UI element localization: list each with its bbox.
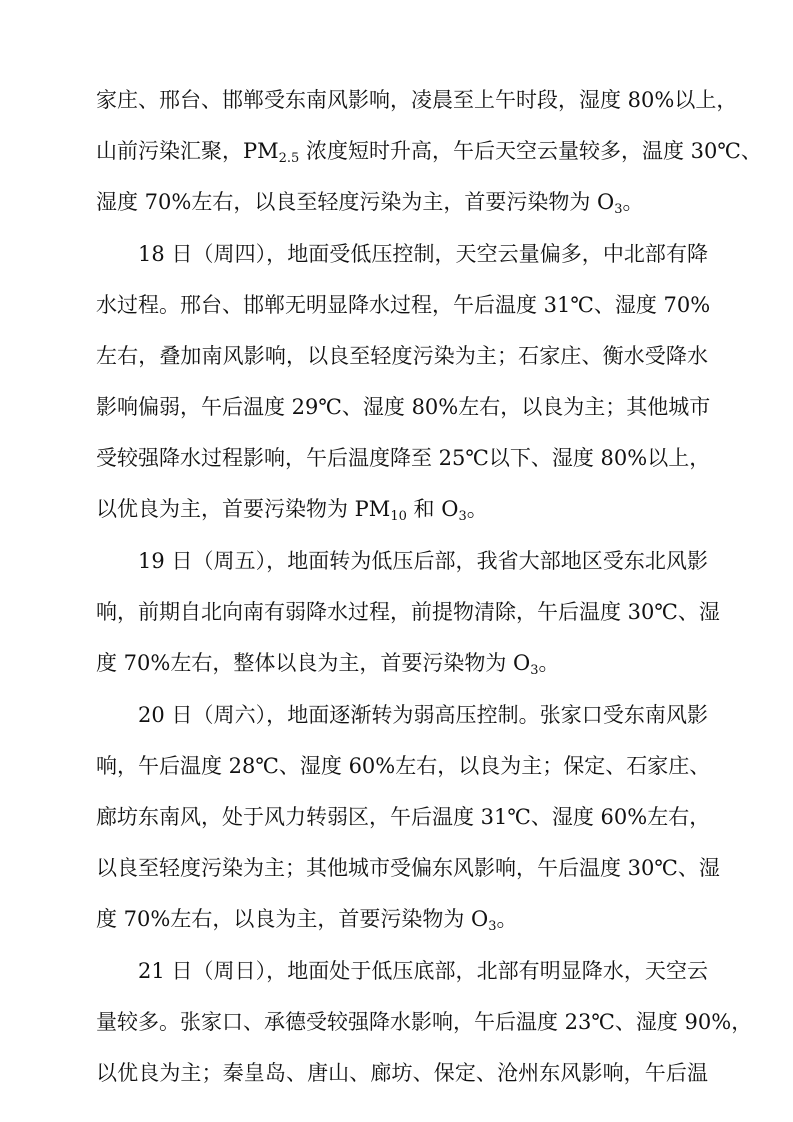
subscript: 10 [390,509,407,524]
p20-line-3 [96,803,711,831]
text-run: 浓度短时升高，午后天空云量较多，温度 30℃、 [299,139,762,163]
p18-line-2 [96,291,711,319]
text-run: 21 日（周日），地面处于低压底部，北部有明显降水，天空云 [138,959,708,983]
p21-line-2 [96,1008,753,1036]
text-run: 家庄、邢台、邯郸受东南风影响，凌晨至上午时段，湿度 80%以上， [96,88,738,112]
p17-line-2 [96,137,762,166]
text-run: 。 [538,651,560,675]
text-run: 。 [466,497,488,521]
p21-line-3 [96,1059,708,1087]
text-run: 廊坊东南风，处于风力转弱区，午后温度 31℃、湿度 60%左右， [96,805,711,829]
subscript: 2.5 [278,151,300,166]
text-run: 19 日（周五），地面转为低压后部，我省大部地区受东北风影 [138,549,708,573]
p18-line-1 [138,240,708,268]
p20-line-1 [138,701,708,729]
p18-line-5 [96,444,711,472]
text-run: 湿度 70%左右，以良至轻度污染为主，首要污染物为 O [96,190,615,214]
p20-line-4 [96,854,720,882]
text-run: 量较多。张家口、承德受较强降水影响，午后温度 23℃、湿度 90%， [96,1010,753,1034]
text-run: 。 [622,190,644,214]
text-run: 18 日（周四），地面受低压控制，天空云量偏多，中北部有降 [138,242,708,266]
text-run: 20 日（周六），地面逐渐转为弱高压控制。张家口受东南风影 [138,703,708,727]
p18-line-3 [96,342,708,370]
p21-line-1 [138,957,708,985]
subscript: 3 [488,919,497,934]
text-run: 和 O [406,497,459,521]
text-run: 以良至轻度污染为主；其他城市受偏东风影响，午后温度 30℃、湿 [96,856,720,880]
text-run: 响，前期自北向南有弱降水过程，前提物清除，午后温度 30℃、湿 [96,600,720,624]
p19-line-3 [96,649,708,677]
text-run: 以优良为主；秦皇岛、唐山、廊坊、保定、沧州东风影响，午后温 [96,1061,708,1085]
p17-line-1 [96,86,738,114]
p20-line-2 [96,752,711,780]
text-run: 影响偏弱，午后温度 29℃、湿度 80%左右，以良为主；其他城市 [96,395,711,419]
text-run: 以优良为主，首要污染物为 PM [96,497,391,521]
text-run: 山前污染汇聚，PM [96,139,279,163]
p19-line-1 [138,547,708,575]
p17-line-3 [96,188,708,216]
p18-line-6 [96,495,708,523]
subscript: 3 [458,509,467,524]
text-run: 受较强降水过程影响，午后温度降至 25℃以下、湿度 80%以上， [96,446,711,470]
subscript: 3 [530,663,539,678]
text-run: 左右，叠加南风影响，以良至轻度污染为主；石家庄、衡水受降水 [96,344,708,368]
text-run: 度 70%左右，整体以良为主，首要污染物为 O [96,651,531,675]
text-run: 。 [496,907,518,931]
text-run: 水过程。邢台、邯郸无明显降水过程，午后温度 31℃、湿度 70% [96,293,711,317]
text-run: 响，午后温度 28℃、湿度 60%左右，以良为主；保定、石家庄、 [96,754,711,778]
p20-line-5 [96,905,708,933]
p18-line-4 [96,393,711,421]
p19-line-2 [96,598,720,626]
subscript: 3 [614,202,623,217]
text-run: 度 70%左右，以良为主，首要污染物为 O [96,907,489,931]
